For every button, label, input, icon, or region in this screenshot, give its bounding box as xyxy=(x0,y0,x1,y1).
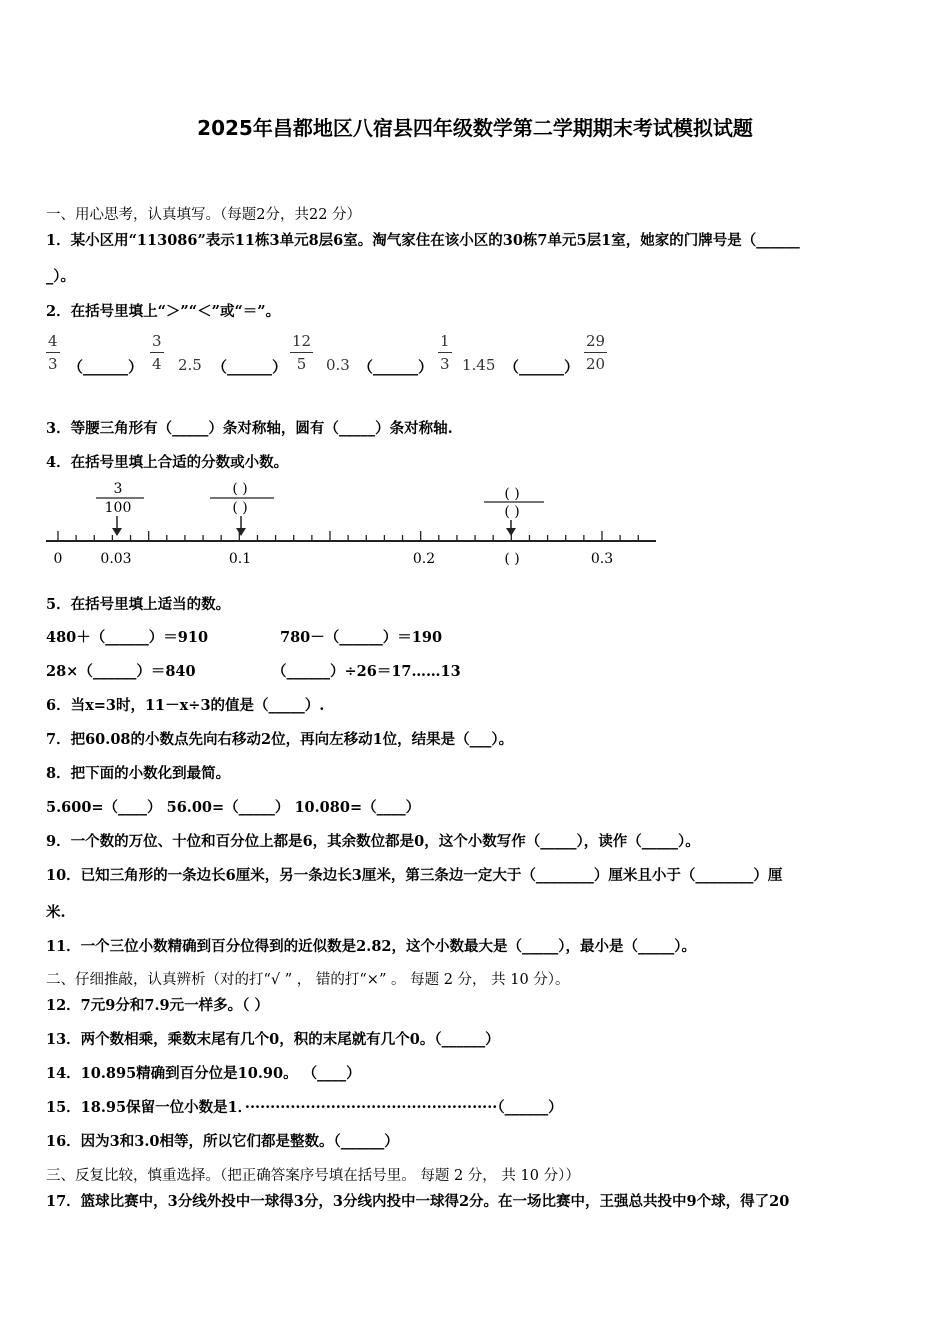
question-12-text: 12．7元9分和7.9元一样多。（ ） xyxy=(46,997,269,1014)
number-line-ticks xyxy=(58,531,638,541)
fraction: $\frac{1}{3}$ xyxy=(440,332,450,373)
question-5-text: 5．在括号里填上适当的数。 xyxy=(46,596,231,613)
section-1-heading: 一、用心思考，认真填写。（每题2分，共22 分） xyxy=(46,207,362,223)
fraction-blank-bottom: ( ) xyxy=(232,500,248,516)
question-11-text: 11．一个三位小数精确到百分位得到的近似数是2.82，这个小数最大是（_____），最小是（_____）。 xyxy=(46,938,696,955)
question-8-items: 5.600=（____） 56.00=（_____） 10.080=（____） xyxy=(46,799,421,816)
question-6-text: 6．当x=3时，11－x÷3的值是（_____）. xyxy=(46,697,325,714)
comparison-row xyxy=(46,330,666,382)
question-8-text: 8．把下面的小数化到最简。 xyxy=(46,765,231,782)
question-15-text: 15．18.95保留一位小数是1．··················································（______） xyxy=(46,1099,563,1116)
fraction-blank-bottom: ( ) xyxy=(504,504,520,520)
question-2-text: 2．在括号里填上“＞”“＜”或“＝”。 xyxy=(46,303,281,320)
compare-blank[interactable]: （______） xyxy=(68,358,144,376)
equation-c: 28×（______）＝840 xyxy=(46,663,196,680)
arrow-head xyxy=(236,528,246,536)
arrow-head xyxy=(112,528,122,536)
label-denominator: 100 xyxy=(104,500,132,516)
tick-label-blank: ( ) xyxy=(504,551,520,567)
section-2-heading: 二、仔细推敲，认真辨析（对的打“√ ” ， 错的打“×” 。 每题 2 分， 共 10 分）。 xyxy=(46,972,570,988)
label-numerator: 3 xyxy=(113,481,123,497)
decimal-value: 0.3 xyxy=(326,356,350,374)
decimal-value: 2.5 xyxy=(178,356,202,374)
question-1-line-1: 1．某小区用“113086”表示11栋3单元8层6室。淘气家住在该小区的30栋7单元5层1室，她家的门牌号是（______ xyxy=(46,232,800,249)
fraction: $\frac{3}{4}$ xyxy=(152,332,162,373)
question-3-text: 3．等腰三角形有（_____）条对称轴，圆有（_____）条对称轴. xyxy=(46,420,453,437)
fraction: $\frac{4}{3}$ xyxy=(48,332,58,373)
compare-blank[interactable]: （______） xyxy=(504,358,580,376)
section-3-heading: 三、反复比较，慎重选择。（把正确答案序号填在括号里。 每题 2 分， 共 10 分）） xyxy=(46,1168,580,1184)
tick-label: 0 xyxy=(53,551,63,567)
question-10-line-1: 10．已知三角形的一条边长6厘米，另一条边长3厘米，第三条边一定大于（________）厘米且小于（________）厘 xyxy=(46,867,783,884)
tick-label: 0.3 xyxy=(590,551,614,567)
question-10-line-2: 米. xyxy=(46,904,66,921)
equation-b: 780－（______）＝190 xyxy=(280,629,443,646)
equation-a: 480＋（______）＝910 xyxy=(46,629,209,646)
arrow-head xyxy=(506,528,516,536)
tick-label: 0.2 xyxy=(412,551,436,567)
tick-label: 0.03 xyxy=(100,551,132,567)
question-16-text: 16．因为3和3.0相等，所以它们都是整数。（______） xyxy=(46,1133,399,1150)
question-1-line-2: _）。 xyxy=(46,268,75,285)
question-14-text: 14．10.895精确到百分位是10.90。 （____） xyxy=(46,1065,361,1082)
question-7-text: 7．把60.08的小数点先向右移动2位，再向左移动1位，结果是（___）。 xyxy=(46,731,514,748)
fraction-blank-top: ( ) xyxy=(232,481,248,497)
question-13-text: 13．两个数相乘，乘数末尾有几个0，积的末尾就有几个0。（______） xyxy=(46,1031,500,1048)
fraction: $\frac{29}{20}$ xyxy=(586,332,606,373)
equation-d: （______）÷26＝17……13 xyxy=(272,663,461,680)
tick-label: 0.1 xyxy=(228,551,252,567)
page-title: 2025年昌都地区八宿县四年级数学第二学期期末考试模拟试题 xyxy=(197,116,753,140)
question-9-text: 9．一个数的万位、十位和百分位上都是6，其余数位都是0，这个小数写作（_____），读作（_____）。 xyxy=(46,833,700,850)
fraction-blank-top: ( ) xyxy=(504,486,520,502)
question-4-text: 4．在括号里填上合适的分数或小数。 xyxy=(46,454,289,471)
question-17-text: 17．篮球比赛中，3分线外投中一球得3分，3分线内投中一球得2分。在一场比赛中，王强总共投中9个球，得了20 xyxy=(46,1193,790,1210)
decimal-value: 1.45 xyxy=(462,356,496,374)
compare-blank[interactable]: （______） xyxy=(212,358,288,376)
compare-blank[interactable]: （______） xyxy=(358,358,434,376)
number-line-figure xyxy=(44,478,660,570)
fraction: $\frac{12}{5}$ xyxy=(292,332,312,373)
